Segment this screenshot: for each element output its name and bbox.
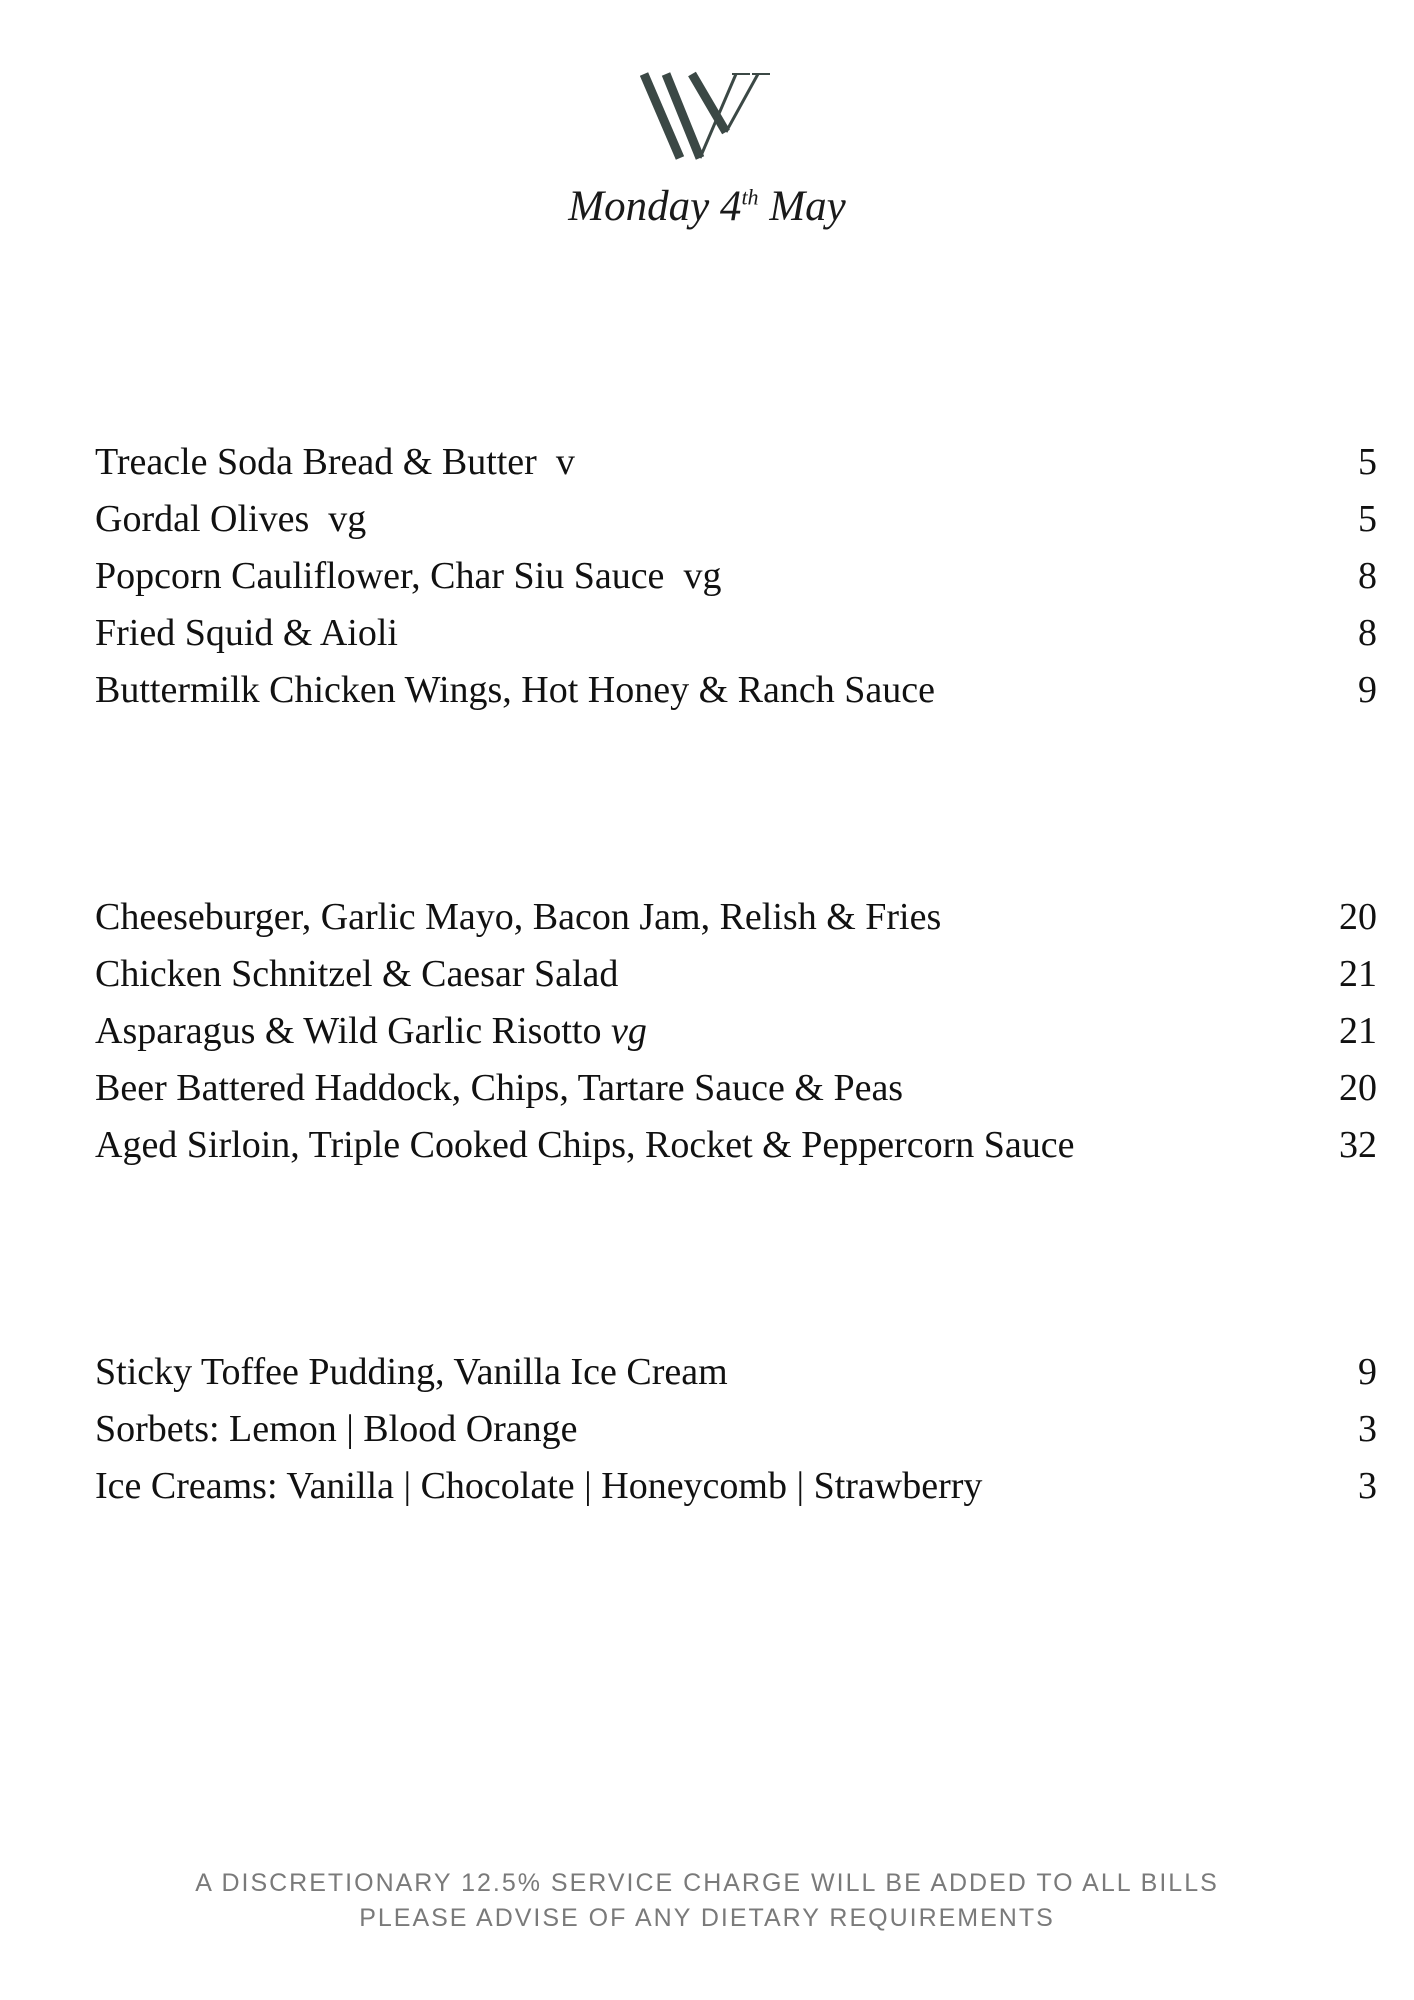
menu-item-price: 9 (1358, 669, 1377, 711)
menu-item-price: 8 (1358, 612, 1377, 654)
menu-item-name: Treacle Soda Bread & Butter (95, 441, 537, 483)
menu-item (95, 1401, 1377, 1458)
menu-item-name: Aged Sirloin, Triple Cooked Chips, Rocket & Peppercorn Sauce (95, 1124, 1075, 1166)
menu-item-price: 8 (1358, 555, 1377, 597)
menu-item-name: Ice Creams: Vanilla | Chocolate | Honeycomb | Strawberry (95, 1465, 983, 1507)
menu-item-description (95, 662, 935, 719)
menu-item-description (95, 1003, 647, 1060)
menu-item-description (95, 1458, 982, 1515)
menu-item-name: Sticky Toffee Pudding, Vanilla Ice Cream (95, 1351, 728, 1393)
menu-item (95, 662, 1377, 719)
menu-item (95, 1060, 1377, 1117)
menu-item (95, 1344, 1377, 1401)
menu-item (95, 491, 1377, 548)
dietary-tag: vg (683, 555, 722, 597)
menu-item-description (95, 548, 721, 605)
menu-item-price: 21 (1339, 953, 1377, 995)
dietary-tag: vg (611, 1010, 647, 1052)
menu-item-name: Fried Squid & Aioli (95, 612, 398, 654)
menu-item-name: Asparagus & Wild Garlic Risotto (95, 1010, 602, 1052)
menu-section-mains (95, 889, 1377, 1174)
menu-item-description (95, 889, 941, 946)
menu-item-price: 20 (1339, 1067, 1377, 1109)
menu-item (95, 434, 1377, 491)
menu-item-name: Cheeseburger, Garlic Mayo, Bacon Jam, Relish & Fries (95, 896, 942, 938)
menu-item (95, 1458, 1377, 1515)
menu-item-price: 5 (1358, 498, 1377, 540)
menu-item-price: 21 (1339, 1010, 1377, 1052)
menu-item (95, 889, 1377, 946)
menu-item-price: 3 (1358, 1465, 1377, 1507)
menu-item (95, 1117, 1377, 1174)
menu-item (95, 1003, 1377, 1060)
menu-item-description (95, 1060, 903, 1117)
footer-notice (0, 1866, 1414, 1936)
date-suffix: th (741, 184, 759, 210)
menu-item (95, 548, 1377, 605)
menu-item-name: Popcorn Cauliflower, Char Siu Sauce (95, 555, 665, 597)
menu-section-snacks (95, 434, 1377, 719)
menu-item (95, 605, 1377, 662)
date-day: Monday 4 (568, 183, 742, 230)
menu-item-name: Chicken Schnitzel & Caesar Salad (95, 953, 619, 995)
service-charge-note: A DISCRETIONARY 12.5% SERVICE CHARGE WILL BE ADDED TO ALL BILLS (195, 1869, 1219, 1897)
menu-item-description (95, 1344, 728, 1401)
dietary-tag: v (555, 441, 575, 483)
menu-item-price: 9 (1358, 1351, 1377, 1393)
menu-item (95, 946, 1377, 1003)
menu-item-price: 32 (1339, 1124, 1377, 1166)
menu-item-name: Sorbets: Lemon | Blood Orange (95, 1408, 578, 1450)
menu-item-description (95, 434, 575, 491)
menu-item-description (95, 1401, 578, 1458)
menu-item-name: Gordal Olives (95, 498, 310, 540)
menu-item-price: 3 (1358, 1408, 1377, 1450)
dietary-tag: vg (328, 498, 367, 540)
menu-date (0, 178, 1414, 236)
menu-item-description (95, 605, 398, 662)
restaurant-logo (0, 62, 1414, 170)
logo-w-mark (640, 70, 774, 162)
menu-section-desserts (95, 1344, 1377, 1515)
menu-item-price: 20 (1339, 896, 1377, 938)
menu-item-description (95, 1117, 1074, 1174)
menu-item-name: Beer Battered Haddock, Chips, Tartare Sauce & Peas (95, 1067, 904, 1109)
menu-item-description (95, 491, 366, 548)
menu-item-name: Buttermilk Chicken Wings, Hot Honey & Ranch Sauce (95, 669, 935, 711)
dietary-note: PLEASE ADVISE OF ANY DIETARY REQUIREMENTS (359, 1904, 1055, 1932)
menu-item-price: 5 (1358, 441, 1377, 483)
date-month: May (769, 183, 846, 230)
menu-item-description (95, 946, 618, 1003)
